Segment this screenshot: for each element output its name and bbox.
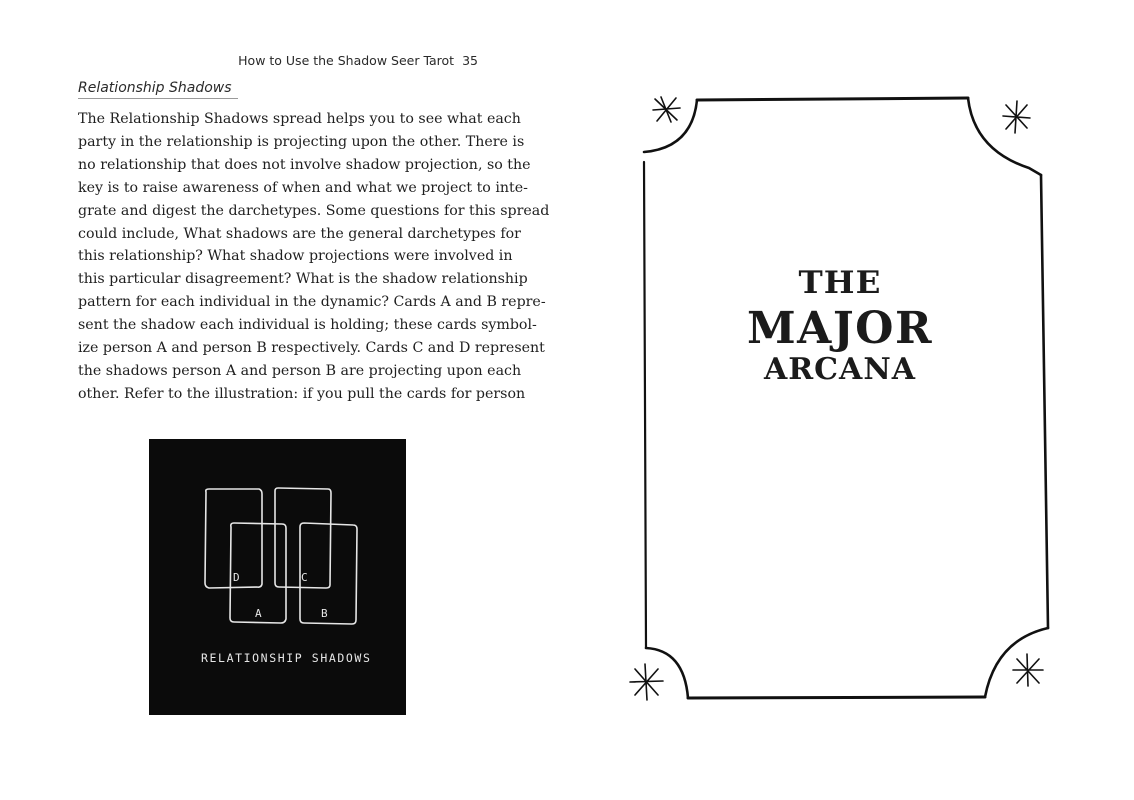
- sparkle-star-icon: [1013, 654, 1043, 686]
- body-line: pattern for each individual in the dynamic? Cards A and B repre-: [78, 294, 546, 311]
- card-label: C: [301, 571, 308, 584]
- body-line: key is to raise awareness of when and what we project to inte-: [78, 179, 528, 196]
- body-line: sent the shadow each individual is holding; these cards symbol-: [78, 317, 537, 334]
- running-head: [238, 53, 478, 68]
- sparkle-star-icon: [653, 97, 680, 122]
- body-line: this relationship? What shadow projections were involved in: [78, 248, 513, 265]
- body-line: The Relationship Shadows spread helps you to see what each: [78, 111, 521, 127]
- title-line-major: MAJOR: [746, 303, 934, 354]
- ornate-frame: [560, 0, 1120, 800]
- body-line: party in the relationship is projecting upon the other. There is: [78, 133, 525, 150]
- body-line: other. Refer to the illustration: if you pull the cards for person: [78, 385, 526, 402]
- body-line: grate and digest the darchetypes. Some questions for this spread: [78, 202, 550, 219]
- section-heading: Relationship Shadows: [78, 80, 238, 99]
- title-line-the: THE: [798, 265, 882, 301]
- sparkle-star-icon: [1003, 101, 1030, 133]
- relationship-shadows-illustration: [149, 439, 406, 715]
- body-line: this particular disagreement? What is the shadow relationship: [78, 271, 528, 288]
- card-label: B: [321, 607, 328, 620]
- body-paragraph: [78, 108, 550, 406]
- left-page: [0, 0, 560, 800]
- running-head-title: How to Use the Shadow Seer Tarot: [238, 53, 455, 68]
- right-page: [560, 0, 1120, 800]
- chapter-title: [560, 265, 1120, 387]
- card-label: D: [233, 571, 240, 584]
- card-label: A: [255, 607, 262, 620]
- page-number: 35: [462, 53, 478, 68]
- title-line-arcana: ARCANA: [763, 352, 917, 387]
- card-b-outline: [300, 523, 357, 624]
- illustration-caption: RELATIONSHIP SHADOWS: [201, 651, 372, 665]
- spread-diagram: [149, 439, 406, 715]
- body-line: the shadows person A and person B are projecting upon each: [78, 362, 522, 379]
- body-line: ize person A and person B respectively. Cards C and D represent: [78, 340, 545, 357]
- sparkle-star-icon: [630, 664, 663, 700]
- body-line: could include, What shadows are the general darchetypes for: [78, 225, 521, 242]
- body-line: no relationship that does not involve shadow projection, so the: [78, 156, 531, 173]
